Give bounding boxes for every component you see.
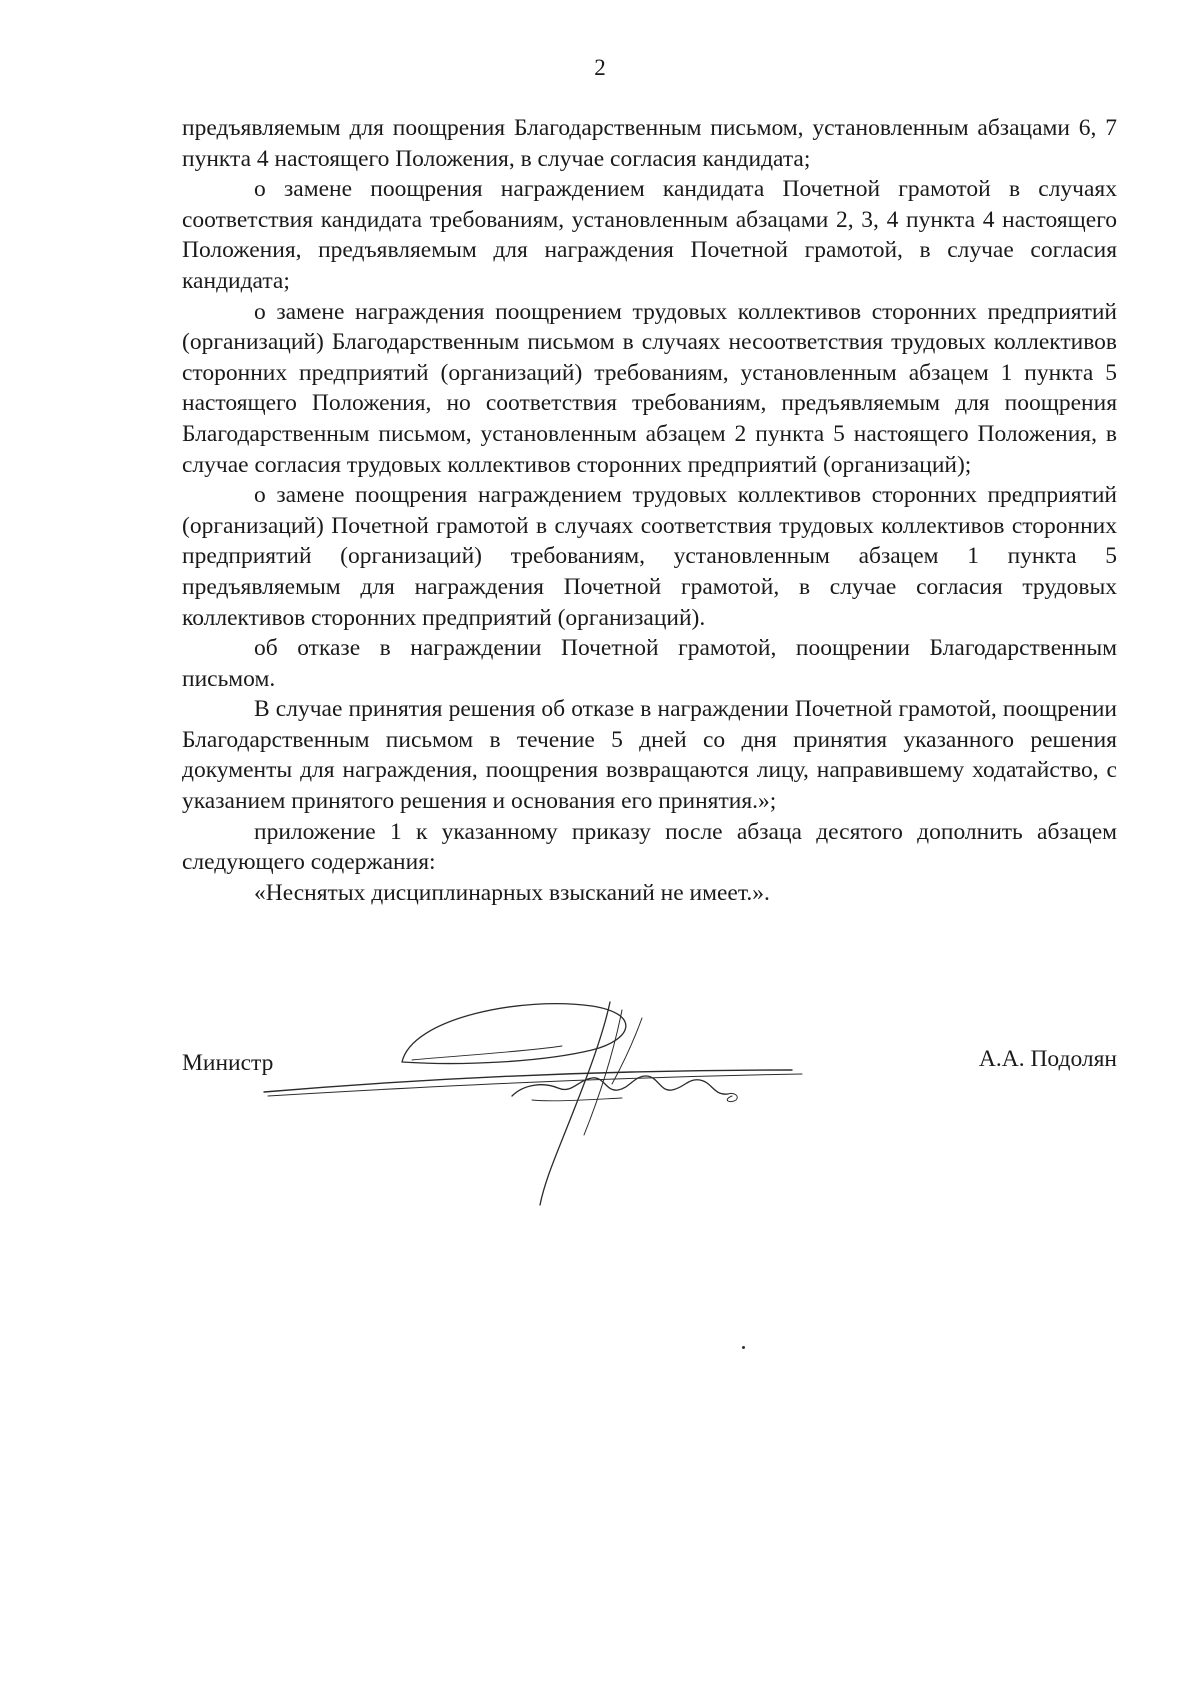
- paragraph-7: приложение 1 к указанному приказу после абзаца десятого дополнить абзацем следующего содержания:: [182, 818, 1117, 876]
- scan-speck: [742, 1346, 745, 1349]
- paragraph-3: о замене награждения поощрением трудовых коллективов сторонних предприятий (организаций) Благодарственным письмом в случаях несоответствия трудовых коллективов сторонних предприятий (организаций) требованиям, установленным абзацем 1 пункта 5 настоящего Положения, но соответствия требованиям, предъявляемым для поощрения Благодарственным письмом, установленным абзацем 2 пункта 5 настоящего Положения, в случае согласия трудовых коллективов сторонних предприятий (организаций);: [182, 298, 1117, 478]
- paragraph-6: В случае принятия решения об отказе в награждении Почетной грамотой, поощрении Благодарственным письмом в течение 5 дней со дня принятия указанного решения документы для награждения, поощрения возвращаются лицу, направившему ходатайство, с указанием принятого решения и основания его принятия.»;: [182, 696, 1117, 815]
- signature-block: [182, 1000, 1117, 1240]
- paragraph-8: «Неснятых дисциплинарных взысканий не имеет.».: [254, 879, 770, 906]
- paragraph-4: о замене поощрения награждением трудовых коллективов сторонних предприятий (организаций) Почетной грамотой в случаях соответствия трудовых коллективов сторонних предприятий (организаций) требованиям, установленным абзацем 1 пункта 5 предъявляемым для награждения Почетной грамотой, в случае согласия трудовых коллективов сторонних предприятий (организаций).: [182, 482, 1117, 631]
- document-body: [182, 113, 1117, 908]
- signer-name: А.А. Подолян: [978, 1046, 1117, 1072]
- paragraph-2: о замене поощрения награждением кандидата Почетной грамотой в случаях соответствия кандидата требованиям, установленным абзацами 2, 3, 4 пункта 4 настоящего Положения, предъявляемым для награждения Почетной грамотой, в случае согласия кандидата;: [182, 176, 1117, 294]
- signer-title: Министр: [182, 1050, 274, 1076]
- page-number: 2: [594, 55, 606, 80]
- paragraph-1: предъявляемым для поощрения Благодарственным письмом, установленным абзацами 6, 7 пункта 4 настоящего Положения, в случае согласия кандидата;: [182, 115, 1117, 172]
- handwritten-signature: [262, 1000, 902, 1240]
- paragraph-5: об отказе в награждении Почетной грамотой, поощрении Благодарственным письмом.: [182, 635, 1117, 692]
